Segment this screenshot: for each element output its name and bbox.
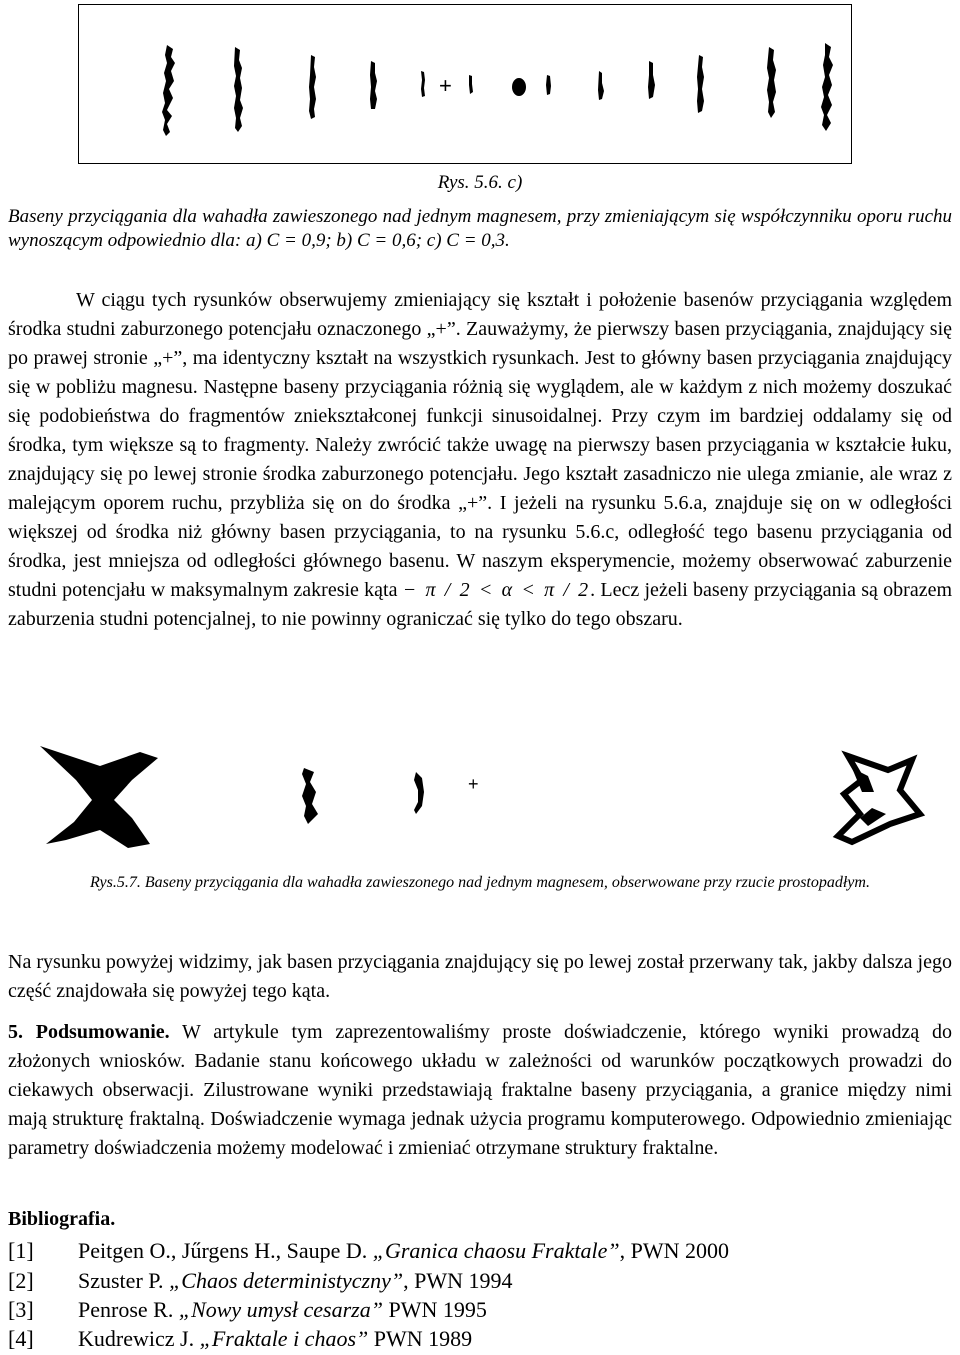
bibliography-heading: Bibliografia. (8, 1208, 116, 1230)
reference-publisher: PWN 1989 (368, 1326, 473, 1351)
reference-author: Peitgen O., Jűrgens H., Saupe D. (78, 1238, 373, 1263)
reference-title: „Chaos deterministyczny” (169, 1268, 404, 1293)
angle-range-formula: − π / 2 < α < π / 2 (402, 579, 591, 601)
reference-number: [3] (8, 1297, 34, 1322)
reference-title: „Fraktale i chaos” (199, 1326, 369, 1351)
center-plus-marker: + (439, 73, 452, 98)
reference-author: Szuster P. (78, 1268, 170, 1293)
paragraph-text-end: . Lecz jeżeli baseny przyciągania są obrazem zaburzenia studni potencjalnej, to nie powinny ograniczać się tylko do tego obszaru. (8, 579, 953, 630)
summary-text: W artykule tym zaprezentowaliśmy proste doświadczenie, którego wyniki prowadzą do złożonych wniosków. Badanie stanu końcowego układu w zależności od warunków początkowych prowadzi do ciekawych obserwacji. Zilustrowane wyniki przedstawiają fraktalne baseny przyciągania, a granice między nimi mają strukturę fraktalną. Doświadczenie wymaga jednak użycia programu komputerowego. Odpowiednio zmieniając parametry doświadczenia możemy modelować i zmieniać otrzymane struktury fraktalne. (8, 1021, 953, 1159)
paragraph-text: W ciągu tych rysunków obserwujemy zmieniający się kształt i położenie basenów przyciągania względem środka studni zaburzonego potencjału oznaczonego „+”. Zauważymy, że pierwszy basen przyciągania, znajdujący się po prawej stronie „+”, ma identyczny kształt na wszystkich rysunkach. Jest to główny basen przyciągania znajdujący się w pobliżu magnesu. Następne baseny przyciągania różnią się wyglądem, ale w każdym z nich możemy doszukać się podobieństwa do fragmentów zniekształconej funkcji sinusoidalnej. Przy czym im bardziej oddalamy się od środka, tym większe są to fragmenty. Należy zwrócić także uwagę na pierwszy basen przyciągania w kształcie łuku, znajdujący się po lewej stronie środka zaburzonego potencjału. Jego kształt zasadniczo nie ulega zmianie, ale wraz z malejącym oporem ruchu, przybliża się on do środka „+”. I jeżeli na rysunku 5.6.a, znajduje się on w odległości większej od środka niż główny basen przyciągania, to na rysunku 5.6.c, odległość tego basenu przyciągania od środka, jest mniejsza od odległości głównego basenu. W naszym eksperymencie, możemy obserwować zaburzenie studni potencjału w maksymalnym zakresie kąta (8, 289, 952, 601)
body-paragraph-1 (8, 286, 952, 634)
figure-5-7 (40, 740, 940, 880)
reference-item (8, 1267, 513, 1295)
reference-publisher: , PWN 1994 (403, 1268, 513, 1293)
reference-author: Kudrewicz J. (78, 1326, 200, 1351)
reference-author: Penrose R. (78, 1297, 179, 1322)
reference-item (8, 1325, 472, 1353)
figure-caption-text: Baseny przyciągania dla wahadła zawieszonego nad jednym magnesem, przy zmieniającym się współczynniku oporu ruchu wynoszącym odpowiednio dla: a) C = 0,9; b) C = 0,6; c) C = 0,3. (8, 206, 952, 251)
figure-caption-ref: Rys. 5.6. c) (437, 172, 523, 193)
reference-title: „Granica chaosu Fraktale” (372, 1238, 620, 1263)
figure-5-6c (78, 4, 852, 164)
basins-perpendicular-image (40, 740, 940, 880)
summary-section (8, 1018, 952, 1163)
reference-number: [1] (8, 1238, 34, 1263)
reference-number: [4] (8, 1326, 34, 1351)
reference-item (8, 1296, 487, 1324)
figure-caption-5-7: Rys.5.7. Baseny przyciągania dla wahadła zawieszonego nad jednym magnesem, obserwowane przy rzucie prostopadłym. (90, 874, 870, 891)
reference-title: „Nowy umysł cesarza” (178, 1297, 383, 1322)
body-paragraph-2: Na rysunku powyżej widzimy, jak basen przyciągania znajdujący się po lewej został przerwany tak, jakby dalsza jego część znajdowała się powyżej tego kąta. (8, 951, 952, 1002)
reference-number: [2] (8, 1268, 34, 1293)
reference-publisher: PWN 1995 (382, 1297, 487, 1322)
basins-of-attraction-image (79, 5, 853, 165)
section-heading: 5. Podsumowanie. (8, 1021, 170, 1043)
reference-item (8, 1237, 729, 1265)
reference-publisher: , PWN 2000 (619, 1238, 730, 1263)
center-plus-marker: + (468, 774, 479, 794)
